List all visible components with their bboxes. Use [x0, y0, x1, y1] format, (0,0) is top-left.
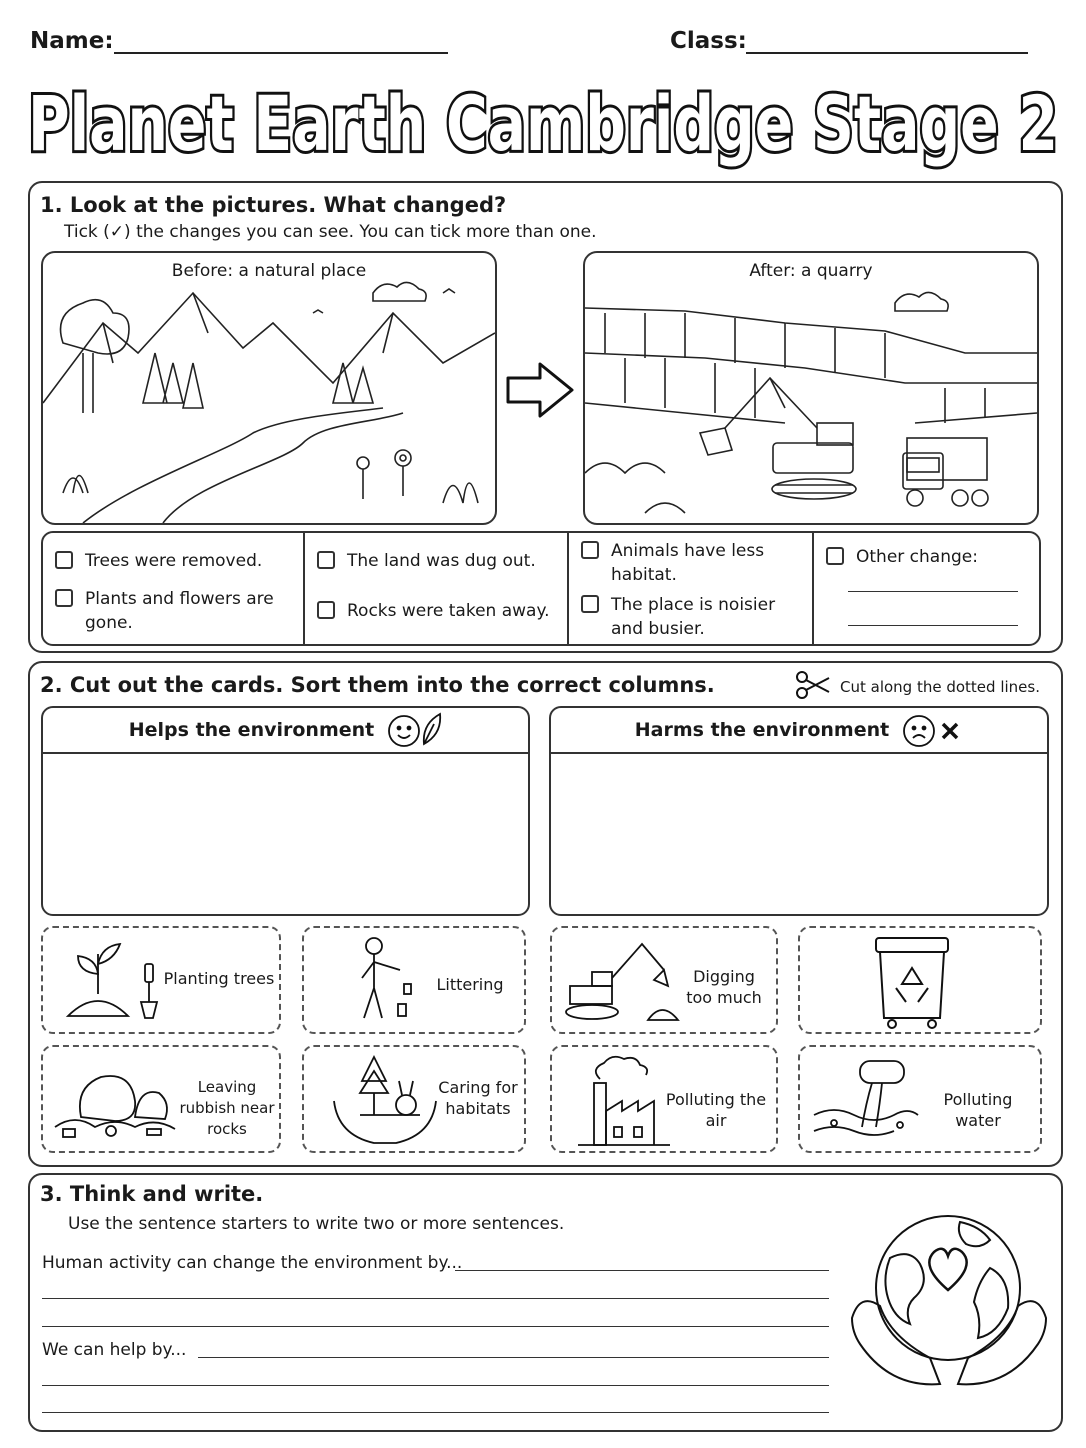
recycling-bin-icon — [872, 934, 952, 1030]
option-land-dug-out[interactable] — [317, 549, 555, 573]
writing-line[interactable] — [42, 1298, 829, 1299]
checkbox[interactable] — [317, 601, 335, 619]
polluted-water-icon — [810, 1055, 920, 1143]
class-field[interactable] — [746, 52, 1028, 54]
card-planting-trees[interactable] — [41, 926, 281, 1034]
card-polluting-water[interactable] — [798, 1045, 1042, 1153]
checkbox[interactable] — [826, 547, 844, 565]
option-plants-gone[interactable] — [55, 587, 291, 635]
card-label: Caring for habitats — [438, 1078, 518, 1118]
other-change-line-1[interactable] — [848, 591, 1018, 592]
sentence-starter-1: Human activity can change the environment by... — [42, 1253, 463, 1273]
option-label: Plants and flowers are gone. — [85, 589, 274, 633]
after-caption: After: a quarry — [749, 261, 873, 281]
sentence-starter-2: We can help by... — [42, 1340, 187, 1360]
page-title-text: Planet Earth Cambridge Stage 2 — [28, 79, 1058, 168]
option-trees-removed[interactable] — [55, 549, 291, 573]
hands-holding-earth-icon — [850, 1198, 1048, 1410]
planting-trees-icon — [63, 934, 163, 1026]
card-label: Polluting water — [943, 1090, 1013, 1130]
checklist-column-2 — [305, 533, 569, 644]
section-3-instruction: Use the sentence starters to write two or more sentences. — [68, 1214, 565, 1234]
checkbox[interactable] — [581, 595, 599, 613]
option-label: Rocks were taken away. — [347, 601, 550, 621]
card-label: Leaving rubbish near rocks — [179, 1078, 275, 1138]
harms-column[interactable] — [549, 706, 1049, 916]
option-label: Animals have less habitat. — [611, 541, 765, 585]
caring-hands-icon — [330, 1051, 440, 1149]
before-picture — [41, 251, 497, 525]
nature-scene-illustration — [43, 253, 495, 523]
card-digging-too-much[interactable] — [550, 926, 778, 1034]
writing-line[interactable] — [42, 1326, 829, 1327]
writing-line[interactable] — [42, 1385, 829, 1386]
card-label: Littering — [436, 975, 504, 994]
card-caring-for-habitats[interactable] — [302, 1045, 526, 1153]
card-label: Digging too much — [686, 967, 762, 1007]
scissors-icon — [795, 670, 831, 700]
rubbish-rocks-icon — [51, 1057, 177, 1145]
checklist-column-4 — [814, 533, 1039, 644]
card-recycling[interactable] — [798, 926, 1042, 1034]
option-less-habitat[interactable] — [581, 539, 800, 587]
checkbox[interactable] — [317, 551, 335, 569]
section-2-heading: 2. Cut out the cards. Sort them into the correct columns. — [40, 673, 715, 697]
littering-icon — [350, 934, 420, 1026]
card-label: Polluting the air — [665, 1090, 767, 1130]
before-caption: Before: a natural place — [171, 261, 367, 281]
harms-heading: Harms the environment — [634, 719, 890, 741]
sad-earth-icon — [901, 710, 963, 750]
checklist-column-3 — [569, 533, 814, 644]
name-field[interactable] — [114, 52, 448, 54]
option-label: Other change: — [856, 547, 978, 567]
section-3-heading: 3. Think and write. — [40, 1182, 264, 1206]
card-label: Planting trees — [163, 969, 275, 988]
checklist-column-1 — [43, 533, 305, 644]
change-checklist — [41, 531, 1041, 646]
writing-line[interactable] — [42, 1412, 829, 1413]
section-1-heading: 1. Look at the pictures. What changed? — [40, 193, 507, 217]
writing-line[interactable] — [455, 1270, 829, 1271]
harms-column-header — [551, 708, 1047, 754]
digger-icon — [562, 934, 682, 1026]
option-other-change[interactable] — [826, 545, 1027, 569]
card-polluting-air[interactable] — [550, 1045, 778, 1153]
writing-line[interactable] — [198, 1357, 829, 1358]
name-label: Name: — [30, 28, 114, 54]
checkbox[interactable] — [55, 589, 73, 607]
other-change-line-2[interactable] — [848, 625, 1018, 626]
cut-note: Cut along the dotted lines. — [840, 678, 1040, 696]
card-leaving-rubbish[interactable] — [41, 1045, 281, 1153]
quarry-scene-illustration — [585, 253, 1037, 523]
helps-column[interactable] — [41, 706, 530, 916]
option-rocks-taken[interactable] — [317, 599, 555, 623]
after-picture — [583, 251, 1039, 525]
class-label: Class: — [670, 28, 747, 54]
section-1-instruction: Tick (✓) the changes you can see. You can tick more than one. — [64, 222, 597, 242]
page-title — [0, 74, 1086, 174]
helps-heading: Helps the environment — [128, 719, 375, 741]
option-noisier[interactable] — [581, 593, 800, 641]
arrow-right-icon — [506, 362, 576, 418]
checkbox[interactable] — [55, 551, 73, 569]
helps-column-header — [43, 708, 528, 754]
card-littering[interactable] — [302, 926, 526, 1034]
checkbox[interactable] — [581, 541, 599, 559]
option-label: The place is noisier and busier. — [611, 595, 776, 639]
option-label: Trees were removed. — [85, 551, 263, 571]
option-label: The land was dug out. — [347, 551, 536, 571]
happy-earth-icon — [386, 710, 442, 750]
